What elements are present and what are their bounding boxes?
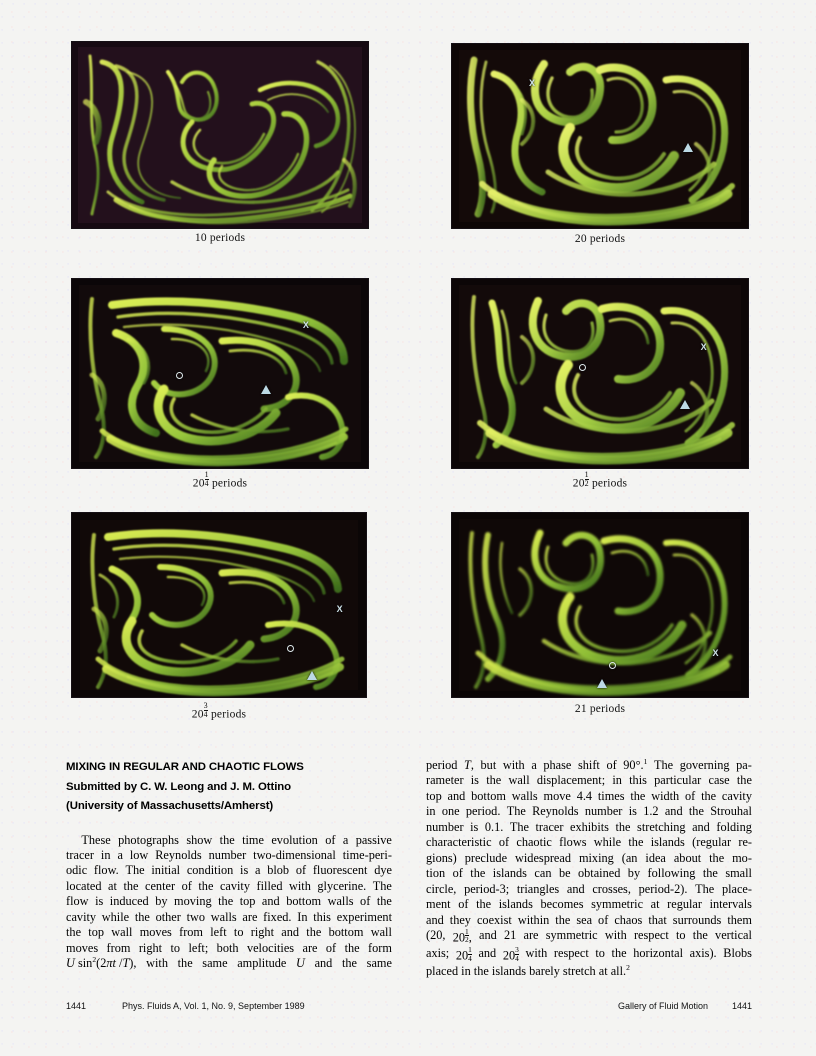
caption-number: 21 <box>574 703 587 715</box>
footer-section: Gallery of Fluid Motion <box>617 1001 708 1011</box>
mixing-pattern-21-periods <box>452 513 748 697</box>
caption-unit: periods <box>591 477 628 490</box>
right-column <box>426 758 752 980</box>
figure-20-periods <box>452 44 748 245</box>
mixing-pattern-20-half <box>452 279 748 468</box>
photo-21-periods <box>452 513 748 697</box>
caption-fraction: $\frac{1}{2}$ <box>584 470 589 488</box>
caption-number: 20 <box>191 708 204 721</box>
caption-fraction: $\frac{3}{4}$ <box>203 701 208 719</box>
marker-cross-icon: X <box>528 77 535 88</box>
caption-unit: periods <box>589 703 626 715</box>
caption-unit: periods <box>210 708 247 721</box>
caption-unit: periods <box>589 233 626 245</box>
mixing-pattern-20-threequarter <box>72 513 366 697</box>
figure-20-threequarter <box>72 513 366 721</box>
footer-citation: Phys. Fluids A, Vol. 1, No. 9, September 1989 <box>122 1001 305 1011</box>
caption-number: 20 <box>192 477 205 490</box>
article-authors: Submitted by C. W. Leong and J. M. Ottino <box>66 780 291 793</box>
figure-caption-20-threequarter <box>72 703 366 721</box>
mixing-pattern-10-periods <box>72 42 368 228</box>
article-text <box>66 758 752 998</box>
figure-caption-20-quarter <box>72 472 368 490</box>
photo-20-periods <box>452 44 748 228</box>
caption-unit: periods <box>209 232 246 244</box>
footer-page-right: 1441 <box>731 1001 752 1011</box>
left-body-paragraph: These photographs show the time evolution of a passive tracer in a low Reynolds number two-dimensional time-peri- odic flow. The initial condition is a blob of fluorescent dye located at the center of the cavity filled with glycerine. The flow is induced by moving the top and bottom walls of the cavity while the other two walls are fixed. In this experiment the top wall moves from left to right and the bottom wall moves from right to left; both velocities are of the form U $\sin^2(2\pi t$ /T), with the same amplitude U and the same <box>66 832 392 971</box>
photo-20-threequarter-periods <box>72 513 366 697</box>
marker-cross-icon: X <box>700 342 707 353</box>
caption-number: 20 <box>574 233 587 245</box>
footer-page-left: 1441 <box>66 1001 87 1011</box>
article-affiliation: (University of Massachusetts/Amherst) <box>66 800 274 812</box>
photo-20-quarter-periods <box>72 279 368 468</box>
figure-10-periods <box>72 42 368 244</box>
figure-21-periods <box>452 513 748 715</box>
page-footer <box>66 1001 752 1015</box>
figure-caption-10-periods <box>72 232 368 244</box>
mixing-pattern-20-periods <box>452 44 748 228</box>
photo-20-half-periods <box>452 279 748 468</box>
figure-caption-20-half <box>452 472 748 490</box>
figure-caption-21-periods <box>452 703 748 715</box>
caption-unit: periods <box>211 477 248 490</box>
marker-cross-icon: X <box>302 319 309 330</box>
figure-20-quarter <box>72 279 368 490</box>
caption-fraction: $\frac{1}{4}$ <box>204 470 209 488</box>
marker-cross-icon: X <box>712 648 719 659</box>
mixing-pattern-20-quarter <box>72 279 368 468</box>
figure-caption-20-periods <box>452 233 748 245</box>
caption-number: 10 <box>194 232 207 244</box>
left-column <box>66 758 392 972</box>
marker-cross-icon: X <box>336 604 343 614</box>
right-body-paragraph: period T, but with a phase shift of 90°.$^1$ The governing pa- rameter is the wall displacement; in this particular case the top and bottom walls move 4.4 times the width of the cavity in one period. The Reynolds number is 1.2 and the Strouhal number is 0.1. The tracer exhibits the stretching and folding characteristic of chaotic flows while the islands (regular re- gions) preclude widespread mixing (an idea about the mo- tion of the islands can be obtained by following the small circle, period-3; triangles and crosses, period-2). The place- ment of the islands becomes symmetric at regular intervals and they coexist within the sea of chaos that surrounds them (20, 20 $\frac{1}{2}$ , and 21 are symmetric with respect to the vertical axis; 20 $\frac{1}{4}$ and 20 $\frac{3}{4}$ with respect to the horizontal axis). Blobs placed in the islands barely stretch at all.$^2$ <box>426 756 752 979</box>
caption-number: 20 <box>572 477 585 490</box>
photo-10-periods <box>72 42 368 228</box>
figure-20-half <box>452 279 748 490</box>
article-title: MIXING IN REGULAR AND CHAOTIC FLOWS <box>66 761 304 773</box>
